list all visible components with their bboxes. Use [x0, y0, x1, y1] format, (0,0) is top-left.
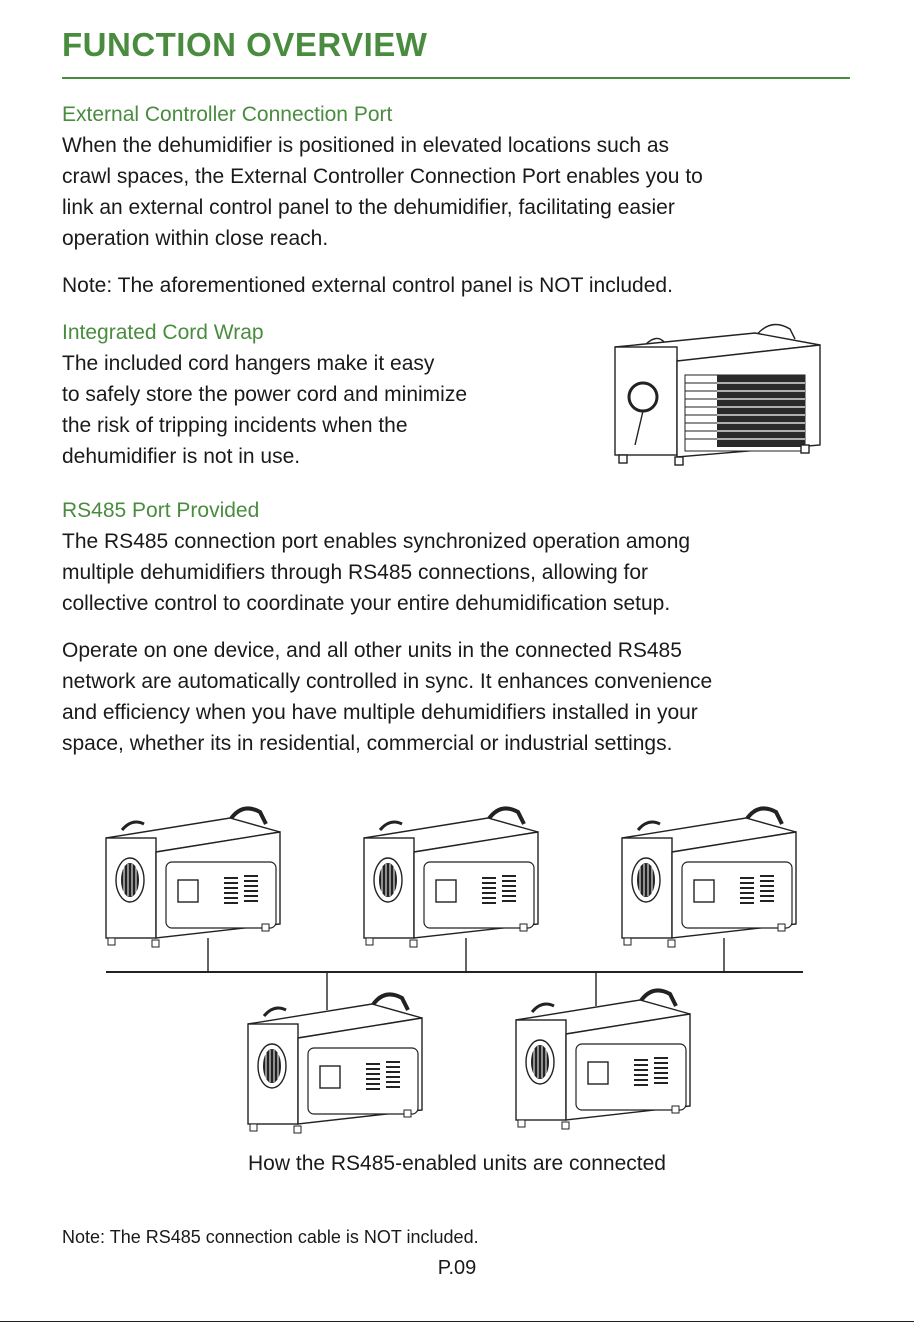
cord-wrap-heading: Integrated Cord Wrap — [62, 321, 264, 344]
dehumidifier-unit-2 — [364, 808, 538, 947]
body-line: link an external control panel to the dehumidifier, facilitating easier — [62, 196, 675, 219]
rs485-heading: RS485 Port Provided — [62, 499, 260, 522]
external-controller-heading: External Controller Connection Port — [62, 103, 393, 126]
dehumidifier-unit-4 — [248, 994, 422, 1133]
body-line: The RS485 connection port enables synchronized operation among — [62, 530, 691, 553]
dehumidifier-unit-5 — [516, 990, 690, 1129]
body-line: the risk of tripping incidents when the — [62, 414, 408, 437]
body-line: dehumidifier is not in use. — [62, 445, 301, 468]
body-line: and efficiency when you have multiple dehumidifiers installed in your — [62, 701, 698, 724]
body-line: to safely store the power cord and minimize — [62, 383, 468, 406]
title-divider — [62, 77, 850, 79]
external-controller-section — [62, 99, 703, 254]
rs485-network-diagram — [0, 790, 914, 1140]
body-line: space, whether its in residential, commercial or industrial settings. — [62, 732, 673, 755]
body-line: Operate on one device, and all other units in the connected RS485 — [62, 639, 682, 662]
dehumidifier-unit-3 — [622, 808, 796, 947]
body-line: The included cord hangers make it easy — [62, 352, 435, 375]
body-line: When the dehumidifier is positioned in elevated locations such as — [62, 134, 670, 157]
body-line: operation within close reach. — [62, 227, 329, 250]
note-text: Note: The aforementioned external control panel is NOT included. — [62, 274, 673, 297]
page-number: P.09 — [437, 1257, 477, 1279]
bottom-divider — [0, 1321, 914, 1322]
body-line: multiple dehumidifiers through RS485 connections, allowing for — [62, 561, 648, 584]
rs485-section — [62, 495, 690, 619]
external-controller-note — [62, 270, 673, 301]
diagram-caption: How the RS485-enabled units are connected — [248, 1152, 666, 1175]
body-line: collective control to coordinate your entire dehumidification setup. — [62, 592, 671, 615]
cord-wrap-section — [62, 317, 562, 472]
rs485-section-continued — [62, 635, 712, 759]
body-line: crawl spaces, the External Controller Connection Port enables you to — [62, 165, 703, 188]
body-line: network are automatically controlled in sync. It enhances convenience — [62, 670, 713, 693]
dehumidifier-unit-1 — [106, 808, 280, 947]
cord-wrap-illustration — [605, 315, 827, 485]
page-title: FUNCTION OVERVIEW — [62, 26, 428, 63]
footer-note: Note: The RS485 connection cable is NOT included. — [62, 1227, 479, 1247]
